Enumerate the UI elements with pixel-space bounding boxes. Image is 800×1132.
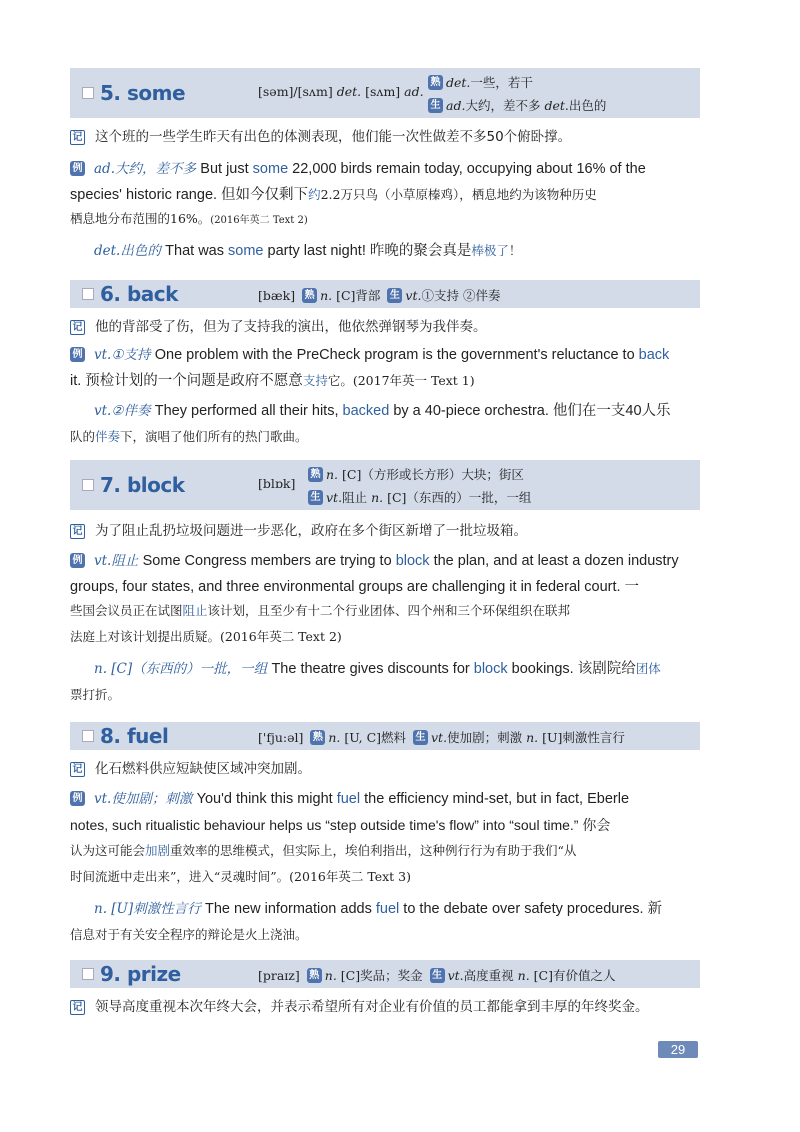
source: (2016年英二 Text 2) [210,215,308,226]
example-text: You'd think this might [196,791,337,807]
ji-badge: 记 [70,762,85,777]
example-text: bookings. 该剧院给 [507,661,636,677]
shu-badge: 熟 [302,288,317,303]
memory-text: 他的背部受了伤，但为了支持我的演出，他依然弹钢琴为我伴奏。 [95,319,487,335]
example-text: groups, four states, and three environmental groups are challenging it in federal court. 一 [70,579,640,595]
keyword: block [473,661,508,677]
keyword-zh: 团体 [635,661,661,676]
sheng-badge: 生 [413,730,428,745]
example-text: the efficiency mind-set, but in fact, Eberle [360,791,630,807]
phonetic: [səm]/[sʌm] [258,84,333,99]
keyword-zh: 阻止 [182,603,208,618]
header-square [82,479,94,491]
translation: 法庭上对该计划提出质疑。(2016年英二 Text 2) [70,629,342,644]
ji-badge: 记 [70,320,85,335]
sheng-meaning [305,488,531,506]
example-block [70,342,700,368]
shu-text: [U, C]燃料 [344,730,407,745]
entry-header-prize [70,960,700,988]
li-badge: 例 [70,347,85,362]
example-text: They performed all their hits, [154,403,343,419]
memory-text: 领导高度重视本次年终大会，并表示希望所有对企业有价值的员工都能拿到丰厚的年终奖金。 [95,999,649,1015]
phonetic-pos-2: ad. [404,84,424,99]
sense-label: vt.阻止 [94,553,139,569]
shu-text: [C]（方形或长方形）大块；街区 [342,467,524,482]
sheng-text: ①支持 ②伴奏 [421,288,501,303]
memory-text: 为了阻止乱扔垃圾问题进一步恶化，政府在多个街区新增了一批垃圾箱。 [95,523,527,539]
phonetic-2: [sʌm] [365,84,401,99]
sheng-pos-2: n. [526,729,539,745]
entry-header-fuel [70,722,700,750]
sheng-meaning [425,96,606,114]
phonetic: [praɪz] [258,967,300,983]
translation: 时间流逝中走出来”，进入“灵魂时间”。(2016年英二 Text 3) [70,869,411,884]
example-line [70,682,700,708]
keyword: some [228,243,264,259]
li-badge: 例 [70,553,85,568]
sheng-pos: vt. [431,729,448,745]
sheng-badge: 生 [430,968,445,983]
header-info [258,286,500,304]
header-square [82,968,94,980]
sheng-pos: vt. [326,489,343,505]
entry-header-some [70,68,700,118]
sense-label: vt.②伴奏 [94,403,151,419]
sheng-text-2: 出色的 [568,98,607,113]
phonetic: ['fju:əl] [258,729,304,745]
sheng-text: 使加剧；刺激 [447,730,523,745]
sense-label: n. [C]（东西的）一批，一组 [94,661,268,677]
example-block [70,786,700,812]
phonetic-group [258,476,295,491]
shu-pos: det. [446,74,471,90]
memory-line [70,756,700,782]
keyword-zh: 加剧 [145,843,171,858]
sheng-pos: vt. [447,967,464,983]
keyword-zh: 棒极了 [471,243,509,258]
sheng-text-2: [U]刺激性言行 [542,730,625,745]
shu-meaning [425,73,533,91]
example-text: The new information adds [205,901,376,917]
sense-label: vt.使加剧；刺激 [94,791,193,807]
shu-pos: n. [320,287,333,303]
sheng-text-2: [C]有价值之人 [533,968,616,983]
example-text: That was [165,243,229,259]
sheng-pos: ad. [446,97,466,113]
sense-label: ad.大约，差不多 [94,161,196,177]
shu-text: [C]奖品；奖金 [340,968,423,983]
translation: 该计划，且至少有十二个行业团体、四个州和三个环保组织在联邦 [207,603,571,618]
memory-line [70,124,700,150]
sheng-text: 阻止 [342,490,368,505]
sheng-text: 高度重视 [463,968,514,983]
example-text: party last night! 昨晚的聚会真是 [263,243,472,259]
header-square [82,730,94,742]
sense-label: vt.①支持 [94,347,151,363]
example-line [70,838,700,864]
example-text: notes, such ritualistic behaviour helps us “step outside time's flow” into “soul time.” 你会 [70,817,611,833]
shu-badge: 熟 [307,968,322,983]
shu-pos: n. [326,466,339,482]
example-block [70,156,700,182]
example-text: 22,000 birds remain today, occupying about 16% of the [288,161,646,177]
example-line [94,238,700,264]
memory-line [70,518,700,544]
example-line [70,812,700,839]
entry-header-block [70,460,700,510]
ji-badge: 记 [70,524,85,539]
translation: 认为这可能会 [70,843,146,858]
memory-line [70,994,700,1020]
header-square [82,288,94,300]
keyword-zh: 伴奏 [95,429,121,444]
example-line [94,896,700,922]
shu-text: 一些，若干 [470,75,533,90]
phonetic: [blɒk] [258,476,296,491]
sheng-pos-2: det. [544,97,569,113]
shu-text: [C]背部 [336,288,381,303]
header-square [82,87,94,99]
header-info [258,728,625,746]
translation: 票打折。 [70,687,121,702]
example-text: to the debate over safety procedures. 新 [399,901,663,917]
keyword: some [252,161,289,177]
example-line [70,598,700,624]
sheng-pos: vt. [405,287,422,303]
headword: 9. prize [100,962,181,986]
sense-label: n. [U]刺激性言行 [94,901,201,917]
example-text: it. 预检计划的一个问题是政府不愿意 [70,373,303,389]
headword: 6. back [100,282,178,306]
sheng-badge: 生 [387,288,402,303]
translation: 重效率的思维模式，但实际上，埃伯利指出，这种例行行为有助于我们“从 [170,843,577,858]
translation: 些国会议员正在试图 [70,603,183,618]
memory-text: 化石燃料供应短缺使区域冲突加剧。 [95,761,311,777]
translation: 栖息地分布范围的16%。 [70,211,211,226]
example-text: But just [200,161,253,177]
example-line [70,368,700,394]
headword: 8. fuel [100,724,169,748]
keyword-zh: 约 [308,187,321,202]
li-badge: 例 [70,791,85,806]
memory-line [70,314,700,340]
sheng-badge: 生 [308,490,323,505]
ji-badge: 记 [70,1000,85,1015]
keyword: back [638,347,670,363]
sheng-text-2: [C]（东西的）一批，一组 [387,490,532,505]
example-line [70,864,700,890]
example-text: The theatre gives discounts for [271,661,474,677]
keyword: backed [342,403,390,419]
example-text: by a 40-piece orchestra. 他们在一支40人乐 [389,403,671,419]
sheng-pos-2: n. [517,967,530,983]
example-line [70,182,700,208]
keyword: fuel [375,901,400,917]
translation: 队的 [70,429,96,444]
shu-badge: 熟 [308,467,323,482]
sheng-pos-2: n. [371,489,384,505]
phonetic-group [258,84,424,99]
translation: 下，演唱了他们所有的热门歌曲。 [120,429,308,444]
translation: 信息对于有关安全程序的辩论是火上浇油。 [70,927,308,942]
shu-badge: 熟 [310,730,325,745]
keyword-zh: 支持 [302,373,328,388]
example-line [70,424,700,450]
shu-pos: n. [324,967,337,983]
sheng-badge: 生 [428,98,443,113]
example-line [70,206,700,234]
keyword: fuel [336,791,361,807]
example-line [70,624,700,650]
headword: 7. block [100,473,185,497]
header-info [258,966,616,984]
example-line [94,656,700,682]
keyword: block [395,553,430,569]
example-text: species' historic range. 但如今仅剩下 [70,187,309,203]
example-line [70,574,700,600]
example-line [70,922,700,948]
shu-badge: 熟 [428,75,443,90]
shu-pos: n. [328,729,341,745]
example-block [70,548,700,574]
headword: 5. some [100,81,186,105]
ji-badge: 记 [70,130,85,145]
phonetic-pos: det. [336,84,362,99]
translation: ！ [508,243,522,258]
shu-meaning [305,465,524,483]
li-badge: 例 [70,161,85,176]
translation: 2.2万只鸟（小草原榛鸡），栖息地约为该物种历史 [320,187,597,202]
translation: 它。(2017年英一 Text 1) [327,373,475,388]
example-text: One problem with the PreCheck program is the government's reluctance to [154,347,639,363]
phonetic: [bæk] [258,287,296,303]
sense-label: det.出色的 [94,243,161,259]
page-number: 29 [658,1041,698,1058]
example-text: the plan, and at least a dozen industry [429,553,679,569]
example-text: Some Congress members are trying to [142,553,396,569]
entry-header-back [70,280,700,308]
memory-text: 这个班的一些学生昨天有出色的体测表现，他们能一次性做差不多50个俯卧撑。 [95,129,572,145]
sheng-text: 大约，差不多 [465,98,541,113]
example-line [94,398,700,424]
